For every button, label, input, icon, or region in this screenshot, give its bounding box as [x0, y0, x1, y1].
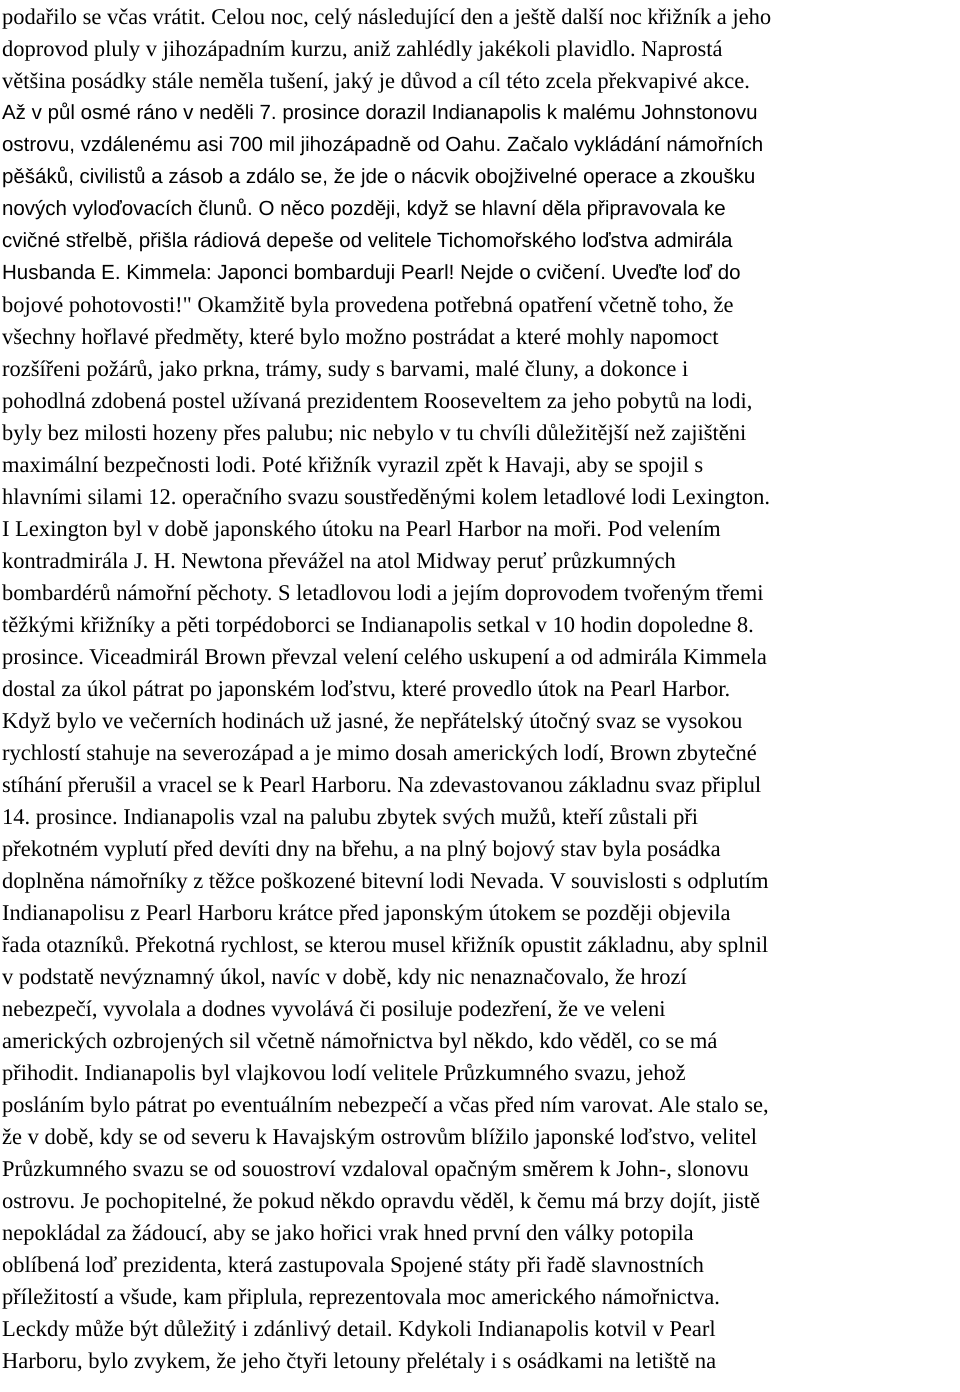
text-line-1: podařilo se včas vrátit. Celou noc, celý následující den a ještě další noc křižník a jeho	[2, 4, 772, 29]
text-line-19: bombardérů námořní pěchoty. S letadlovou lodi a jejím doprovodem tvořeným třemi	[2, 580, 764, 605]
text-line-15: maximální bezpečnosti lodi. Poté křižník vyrazil zpět k Havaji, aby se spojil s	[2, 452, 704, 477]
text-line-2: doprovod pluly v jihozápadním kurzu, aniž zahlédly jakékoli plavidlo. Naprostá	[2, 36, 723, 61]
text-line-26: 14. prosince. Indianapolis vzal na palubu zbytek svých mužů, kteří zůstali při	[2, 804, 699, 829]
text-line-27: překotném vyplutí před devíti dny na břehu, a na plný bojový stav byla posádka	[2, 836, 721, 861]
text-line-5: ostrovu, vzdálenému asi 700 mil jihozápadně od Oahu. Začalo vykládání námořních	[2, 133, 764, 156]
text-line-29: Indianapolisu z Pearl Harboru krátce před japonským útokem se později objevila	[2, 900, 731, 925]
text-line-9: Husbanda E. Kimmela: Japonci bombarduji Pearl! Nejde o cvičení. Uveďte loď do	[2, 261, 741, 284]
text-line-32: nebezpečí, vyvolala a dodnes vyvolává či posiluje podezření, že ve veleni	[2, 996, 666, 1021]
text-line-18: kontradmirála J. H. Newtona převážel na atol Midway peruť průzkumných	[2, 548, 676, 573]
text-line-35: posláním bylo pátrat po eventuálním nebezpečí a včas před ním varovat. Ale stalo se,	[2, 1092, 769, 1117]
text-line-39: nepokládal za žádoucí, aby se jako hořici vrak hned první den války potopila	[2, 1220, 694, 1245]
text-line-41: příležitostí a všude, kam připlula, reprezentovala moc amerického námořnictva.	[2, 1284, 720, 1309]
text-line-40: oblíbená loď prezidenta, která zastupovala Spojené státy při řadě slavnostních	[2, 1252, 704, 1277]
text-line-11: všechny hořlavé předměty, které bylo možno postrádat a které mohly napomoct	[2, 324, 719, 349]
text-line-3: většina posádky stále neměla tušení, jaký je důvod a cíl této zcela překvapivé akce.	[2, 68, 750, 93]
text-line-10: bojové pohotovosti!" Okamžitě byla provedena potřebná opatření včetně toho, že	[2, 292, 734, 317]
text-line-23: Když bylo ve večerních hodinách už jasné, že nepřátelský útočný svaz se vysokou	[2, 708, 743, 733]
text-line-4: Až v půl osmé ráno v neděli 7. prosince dorazil Indianapolis k malému Johnstonovu	[2, 101, 758, 124]
text-line-30: řada otazníků. Překotná rychlost, se kterou musel křižník opustit základnu, aby splnil	[2, 932, 769, 957]
text-line-14: byly bez milosti hozeny přes palubu; nic nebylo v tu chvíli důležitější než zajištěni	[2, 420, 747, 445]
text-line-17: I Lexington byl v době japonského útoku na Pearl Harbor na moři. Pod velením	[2, 516, 721, 541]
text-line-13: pohodlná zdobená postel užívaná prezidentem Rooseveltem za jeho pobytů na lodi,	[2, 388, 753, 413]
text-line-8: cvičné střelbě, přišla rádiová depeše od velitele Tichomořského loďstva admirála	[2, 229, 733, 252]
text-line-33: amerických ozbrojených sil včetně námořnictva byl někdo, kdo věděl, co se má	[2, 1028, 718, 1053]
text-line-37: Průzkumného svazu se od souostroví vzdaloval opačným směrem k John-, slonovu	[2, 1156, 749, 1181]
text-line-34: přihodit. Indianapolis byl vlajkovou lodí velitele Průzkumného svazu, jehož	[2, 1060, 686, 1085]
text-line-12: rozšířeni požárů, jako prkna, trámy, sudy s barvami, malé čluny, a dokonce i	[2, 356, 689, 381]
text-line-7: nových vyloďovacích člunů. O něco později, když se hlavní děla připravovala ke	[2, 197, 726, 220]
text-line-22: dostal za úkol pátrat po japonském loďstvu, které provedlo útok na Pearl Harbor.	[2, 676, 731, 701]
text-line-31: v podstatě nevýznamný úkol, navíc v době, kdy nic nenaznačovalo, že hrozí	[2, 964, 687, 989]
text-line-38: ostrovu. Je pochopitelné, že pokud někdo opravdu věděl, k čemu má brzy dojít, jistě	[2, 1188, 760, 1213]
text-line-25: stíhání přerušil a vracel se k Pearl Harboru. Na zdevastovanou základnu svaz připlul	[2, 772, 762, 797]
text-line-16: hlavními silami 12. operačního svazu soustředěnými kolem letadlové lodi Lexington.	[2, 484, 770, 509]
text-line-43: Harboru, bylo zvykem, že jeho čtyři letouny přelétaly i s osádkami na letiště na	[2, 1348, 717, 1373]
text-line-21: prosince. Viceadmirál Brown převzal velení celého uskupení a od admirála Kimmela	[2, 644, 767, 669]
text-line-42: Leckdy může být důležitý i zdánlivý detail. Kdykoli Indianapolis kotvil v Pearl	[2, 1316, 716, 1341]
text-line-20: těžkými křižníky a pěti torpédoborci se Indianapolis setkal v 10 hodin dopoledne 8.	[2, 612, 754, 637]
text-line-24: rychlostí stahuje na severozápad a je mimo dosah amerických lodí, Brown zbytečné	[2, 740, 757, 765]
text-line-36: že v době, kdy se od severu k Havajským ostrovům blížilo japonské loďstvo, velitel	[2, 1124, 758, 1149]
text-line-28: doplněna námořníky z těžce poškozené bitevní lodi Nevada. V souvislosti s odplutím	[2, 868, 769, 893]
text-line-6: pěšáků, civilistů a zásob a zdálo se, že jde o nácvik obojživelné operace a zkoušku	[2, 165, 756, 188]
